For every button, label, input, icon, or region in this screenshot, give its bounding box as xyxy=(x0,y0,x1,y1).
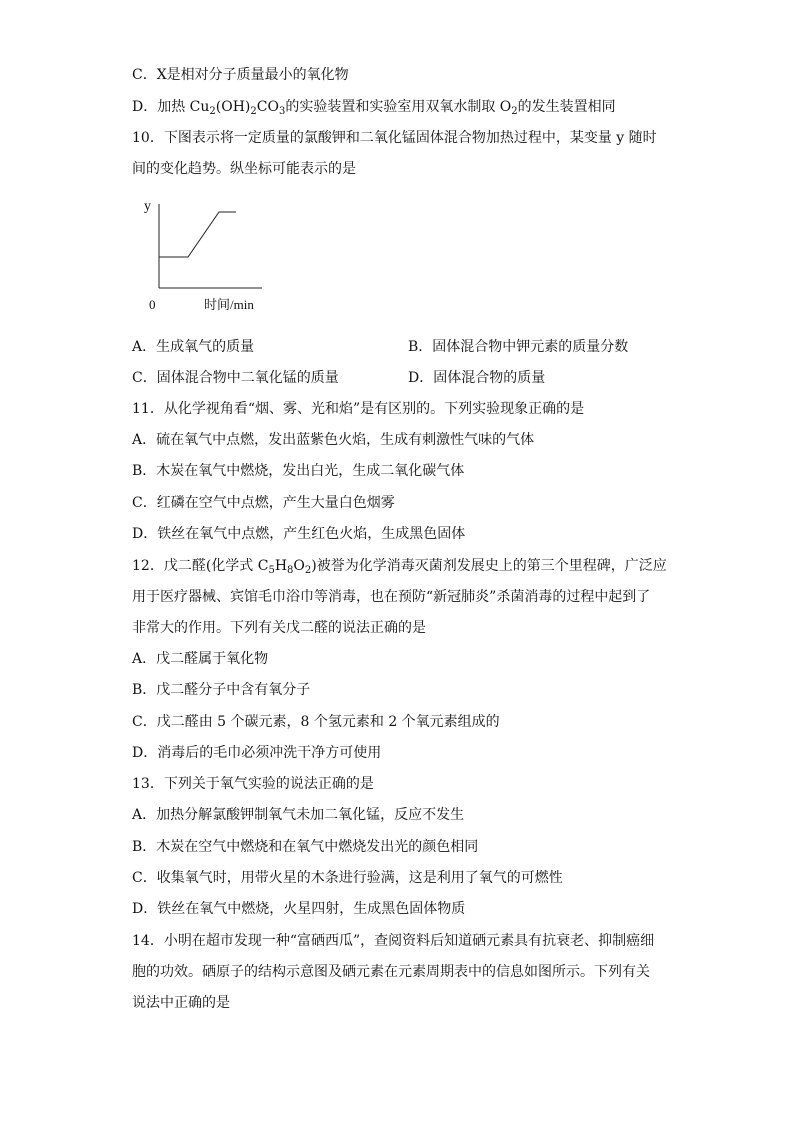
q14-stem-line-2: 胞的功效。硒原子的结构示意图及硒元素在元素周期表中的信息如图所示。下列有关 xyxy=(132,964,650,980)
q11-option-c: C．红磷在空气中点燃，产生大量白色烟雾 xyxy=(132,495,395,511)
q11-option-b: B．木炭在氧气中燃烧，发出白光，生成二氧化碳气体 xyxy=(132,463,465,479)
q11-stem: 11．从化学视角看“烟、雾、光和焰”是有区别的。下列实验现象正确的是 xyxy=(132,401,585,417)
q14-stem-line-1: 14．小明在超市发现一种“富硒西瓜”，查阅资料后知道硒元素具有抗衰老、抑制癌细 xyxy=(132,933,655,949)
q14-stem-line-3: 说法中正确的是 xyxy=(132,995,230,1011)
q10-option-d: D．固体混合物的质量 xyxy=(408,370,546,386)
graph-y-label: y xyxy=(144,199,151,214)
q13-stem: 13．下列关于氧气实验的说法正确的是 xyxy=(132,776,374,792)
graph-origin-label: 0 xyxy=(149,297,156,312)
graph-curve xyxy=(159,212,236,257)
q13-option-b: B．木炭在空气中燃烧和在氧气中燃烧发出光的颜色相同 xyxy=(132,839,479,855)
q12-option-a: A．戊二醛属于氧化物 xyxy=(132,651,269,667)
q11-option-d: D．铁丝在氧气中点燃，产生红色火焰，生成黑色固体 xyxy=(132,526,466,542)
graph-x-label: 时间/min xyxy=(204,297,254,312)
q9-option-c: C．X是相对分子质量最小的氧化物 xyxy=(132,67,349,83)
q10-option-b: B．固体混合物中钾元素的质量分数 xyxy=(408,339,629,355)
q11-option-a: A．硫在氧气中点燃，发出蓝紫色火焰，生成有刺激性气味的气体 xyxy=(132,432,535,448)
q12-stem-line-3: 非常大的作用。下列有关戊二醛的说法正确的是 xyxy=(132,620,426,636)
q13-option-c: C．收集氧气时，用带火星的木条进行验满，这是利用了氧气的可燃性 xyxy=(132,870,563,886)
q13-option-a: A．加热分解氯酸钾制氧气未加二氧化锰，反应不发生 xyxy=(132,807,465,823)
q12-option-b: B．戊二醛分子中含有氧分子 xyxy=(132,682,311,698)
q10-option-c: C．固体混合物中二氧化锰的质量 xyxy=(132,370,339,386)
q10-stem-line-1: 10．下图表示将一定质量的氯酸钾和二氧化锰固体混合物加热过程中，某变量 y 随时 xyxy=(132,130,657,146)
q12-stem-line-1: 12．戊二醛(化学式 $C_5H_8O_2$)被誉为化学消毒灭菌剂发展史上的第三个里程碑，广泛应 xyxy=(132,558,667,576)
q12-stem-line-2: 用于医疗器械、宾馆毛巾浴巾等消毒，也在预防“新冠肺炎”杀菌消毒的过程中起到了 xyxy=(132,589,651,605)
q13-option-d: D．铁丝在氧气中燃烧，火星四射，生成黑色固体物质 xyxy=(132,901,466,917)
q10-option-a: A．生成氧气的质量 xyxy=(132,339,255,355)
q9-option-d: D．加热 $Cu_2(OH)_2CO_3$的实验装置和实验室用双氧水制取 $O_2$的发生装置相同 xyxy=(132,99,616,117)
q12-option-c: C．戊二醛由 5 个碳元素，8 个氢元素和 2 个氧元素组成的 xyxy=(132,714,500,730)
q10-stem-line-2: 间的变化趋势。纵坐标可能表示的是 xyxy=(132,161,356,177)
q12-option-d: D．消毒后的毛巾必须冲洗干净方可使用 xyxy=(132,745,382,761)
q10-line-graph xyxy=(140,192,280,322)
